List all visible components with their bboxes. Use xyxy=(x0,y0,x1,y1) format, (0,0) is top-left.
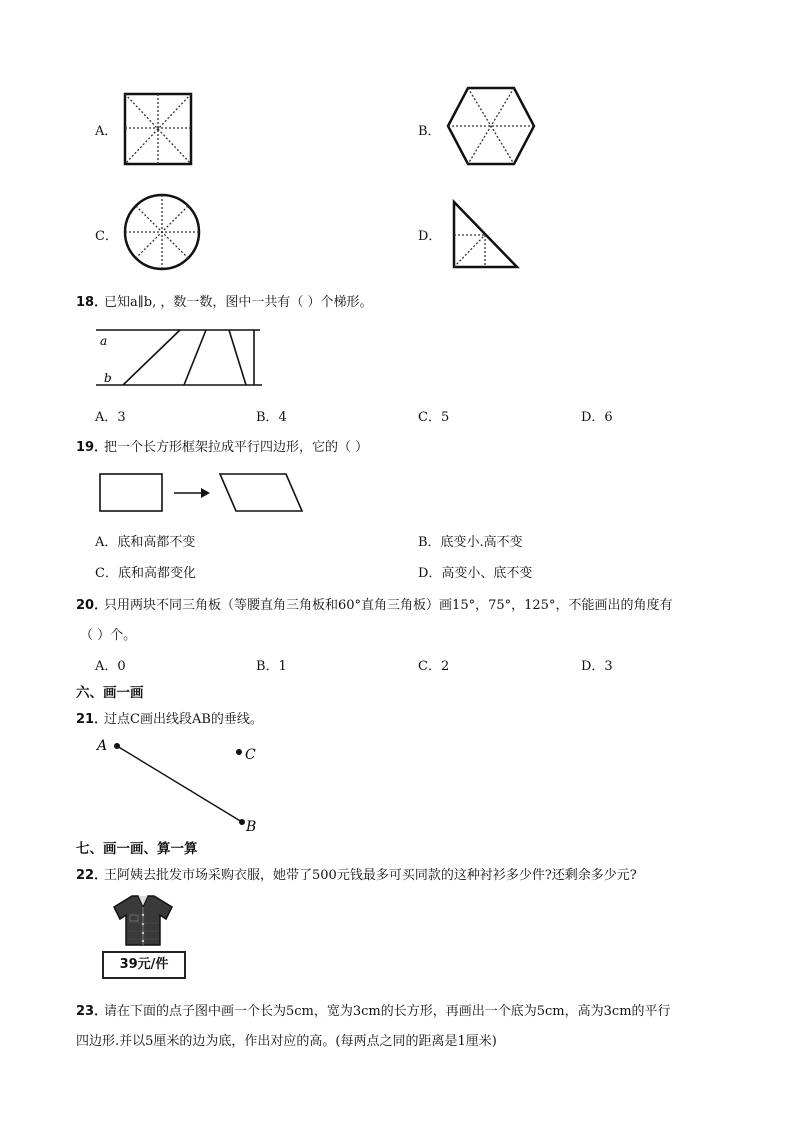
q21-number: 21． xyxy=(76,712,108,727)
shirt-icon xyxy=(112,893,174,947)
point-b-label: B xyxy=(246,819,257,835)
q20-option-d: D．3 xyxy=(581,659,613,674)
q22-number: 22． xyxy=(76,868,108,883)
hexagon-with-diagonals-icon xyxy=(446,86,536,166)
q20-number: 20． xyxy=(76,598,108,613)
point-c-label: C xyxy=(245,747,256,763)
right-triangle-with-folds-icon xyxy=(451,200,521,270)
q23-number: 23． xyxy=(76,1004,108,1019)
section-7-heading: 七、画一画、算一算 xyxy=(76,841,198,857)
q18-option-c: C．5 xyxy=(418,410,450,425)
q22-text: 王阿姨去批发市场采购衣服，她带了500元钱最多可买同款的这种衬衫多少件?还剩余多少元? xyxy=(104,868,637,883)
q19-option-d: D．高变小、底不变 xyxy=(418,566,533,581)
circle-with-diameters-icon xyxy=(122,193,202,273)
q18-option-b: B．4 xyxy=(256,410,287,425)
price-label: 39元/件 xyxy=(119,957,169,972)
section-6-heading: 六、画一画 xyxy=(76,685,144,701)
q17-option-c-label: C． xyxy=(95,229,118,244)
q19-option-b: B．底变小.高不变 xyxy=(418,535,523,550)
line-a-label: a xyxy=(100,334,108,348)
q18-text: 已知a∥b, ，数一数，图中一共有（ ）个梯形。 xyxy=(104,295,373,310)
q18-option-a: A．3 xyxy=(95,410,126,425)
q17-option-a-label: A． xyxy=(95,124,118,139)
square-with-diagonals-icon xyxy=(123,92,195,164)
q19-option-c: C．底和高都变化 xyxy=(95,566,196,581)
rectangle-to-parallelogram-figure xyxy=(98,472,304,514)
q20-option-b: B．1 xyxy=(256,659,287,674)
q19-number: 19． xyxy=(76,440,108,455)
q20-text-line2: （ ）个。 xyxy=(80,628,137,643)
parallel-lines-trapezoid-figure xyxy=(96,322,268,390)
q17-option-b-label: B． xyxy=(418,124,441,139)
q20-option-a: A．0 xyxy=(95,659,126,674)
q20-option-c: C．2 xyxy=(418,659,450,674)
price-tag xyxy=(102,951,186,979)
q21-text: 过点C画出线段AB的垂线。 xyxy=(104,712,263,727)
q19-text: 把一个长方形框架拉成平行四边形，它的（ ） xyxy=(104,440,369,455)
q18-number: 18． xyxy=(76,295,108,310)
q18-option-d: D．6 xyxy=(581,410,613,425)
point-a-label: A xyxy=(97,738,108,754)
q20-text-line1: 只用两块不同三角板（等腰直角三角板和60°直角三角板）画15°，75°，125°，不能画出的角度有 xyxy=(104,598,673,613)
q23-text-line1: 请在下面的点子图中画一个长为5cm，宽为3cm的长方形，再画出一个底为5cm，高为3cm的平行 xyxy=(104,1004,671,1019)
q23-text-line2: 四边形.并以5厘米的边为底，作出对应的高。(每两点之同的距离是1厘米) xyxy=(76,1034,497,1049)
line-b-label: b xyxy=(104,371,112,385)
q19-option-a: A．底和高都不变 xyxy=(95,535,196,550)
segment-ab-figure xyxy=(92,736,272,836)
q17-option-d-label: D． xyxy=(418,229,442,244)
